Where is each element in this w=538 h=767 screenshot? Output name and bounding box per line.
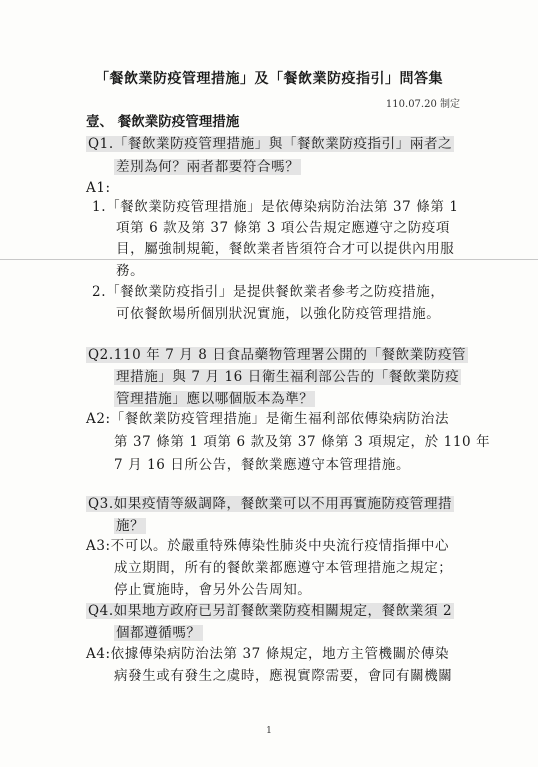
question-1-line-2 <box>114 157 301 177</box>
question-2-line-2 <box>114 367 461 387</box>
answer-4-line-1: A4:依據傳染病防治法第 37 條規定，地方主管機關於傳染 <box>86 646 450 662</box>
document-title: 「餐飲業防疫管理措施」及「餐飲業防疫指引」問答集 <box>95 71 443 87</box>
answer-1-label: A1: <box>86 180 111 196</box>
page-number: 1 <box>266 726 272 736</box>
section-heading: 壹、 餐飲業防疫管理措施 <box>86 114 240 130</box>
question-4-text-cont: 個都遵循嗎？ <box>116 625 201 641</box>
question-4-line-2 <box>114 623 203 643</box>
answer-3-line-3: 停止實施時，會另外公告周知。 <box>114 582 312 598</box>
question-3-line-2 <box>114 516 146 536</box>
answer-1-item-1-line-1: 1.「餐飲業防疫管理措施」是依傳染病防治法第 37 條第 1 <box>92 199 459 215</box>
question-4-text: Q4.如果地方政府已另訂餐飲業防疫相關規定，餐飲業須 2 <box>88 603 453 619</box>
answer-3-line-1: A3:不可以。於嚴重特殊傳染性肺炎中央流行疫情指揮中心 <box>86 538 450 554</box>
answer-1-item-1-line-3: 目，屬強制規範，餐飲業者皆須符合才可以提供內用服 <box>116 241 455 257</box>
answer-1-item-1-line-2: 項第 6 款及第 37 條第 3 項公告規定應遵守之防疫項 <box>116 220 451 236</box>
answer-2-line-1: A2:「餐飲業防疫管理措施」是衛生福利部依傳染病防治法 <box>86 411 450 427</box>
answer-4-line-2: 病發生或有發生之虞時，應視實際需要，會同有關機關 <box>114 668 453 684</box>
question-1-text-cont: 差別為何？兩者都要符合嗎？ <box>116 159 300 175</box>
enactment-date: 110.07.20 制定 <box>385 99 460 110</box>
question-4-line-1 <box>86 601 454 621</box>
answer-1-item-2-line-1: 2.「餐飲業防疫指引」是提供餐飲業者參考之防疫措施， <box>92 284 445 300</box>
question-2-line-1 <box>86 345 468 365</box>
answer-2-line-2: 第 37 條第 1 項第 6 款及第 37 條第 3 項規定，於 110 年 <box>114 434 491 450</box>
question-3-text: Q3.如果疫情等級調降，餐飲業可以不用再實施防疫管理措 <box>88 496 453 512</box>
page-fold-line <box>0 259 538 260</box>
question-1-text: Q1.「餐飲業防疫管理措施」與「餐飲業防疫指引」兩者之 <box>88 136 453 152</box>
answer-1-item-2-line-2: 可依餐飲場所個別狀況實施，以強化防疫管理措施。 <box>116 306 441 322</box>
question-2-line-3 <box>114 389 315 409</box>
question-3-text-cont: 施？ <box>116 518 145 534</box>
question-3-line-1 <box>86 494 454 514</box>
answer-1-item-1-line-4: 務。 <box>116 263 145 279</box>
answer-2-line-3: 7 月 16 日所公告，餐飲業應遵守本管理措施。 <box>114 457 411 473</box>
answer-3-line-2: 成立期間，所有的餐飲業都應遵守本管理措施之規定； <box>114 560 453 576</box>
question-2-text: Q2.110 年 7 月 8 日食品藥物管理署公開的「餐飲業防疫管 <box>88 347 467 363</box>
question-2-text-cont: 理措施」與 7 月 16 日衛生福利部公告的「餐飲業防疫 <box>116 369 460 385</box>
question-2-text-end: 管理措施」應以哪個版本為準？ <box>116 391 314 407</box>
question-1-line-1 <box>86 134 454 154</box>
